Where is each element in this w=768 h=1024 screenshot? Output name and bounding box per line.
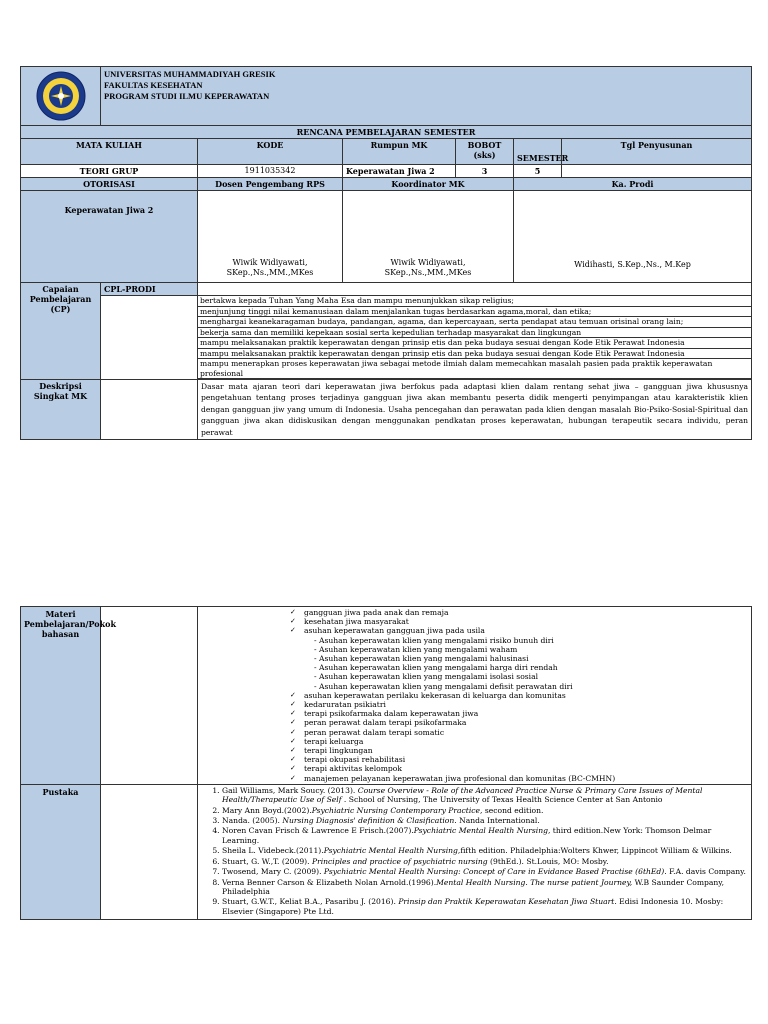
materi-content	[198, 607, 752, 785]
course-kode: 1911035342	[198, 165, 343, 178]
deskripsi-text: Dasar mata ajaran teori dari keperawatan jiwa berfokus pada adaptasi klien dalam rentang sehat jiwa – gangguan jiwa khususnya pengetahuan tentang proses terjadinya gangguan jiwa akan membantu peserta didik mengerti penyimpangan atau karakteristik klien dengan gangguan jiw yang umum di Indonesia. Usaha pencegahan dan perawatan pada klien dengan masalah Bio-Psiko-Sosial-Spiritual dan gangguan jiwa akan didiskusikan dengan menggunakan pendkatan proses keperawatan, hubungan terapeutik secara individu, peran perawat	[198, 380, 752, 440]
materi-sub-item: - Asuhan keperawatan klien yang mengalami harga diri rendah	[314, 663, 558, 673]
reference-item	[222, 867, 747, 876]
otorisasi-label: OTORISASI	[21, 178, 198, 191]
materi-item-text: asuhan keperawatan gangguan jiwa pada usila	[304, 626, 485, 636]
check-icon: ✓	[290, 700, 296, 709]
materi-list-a	[198, 608, 751, 636]
reference-item	[222, 897, 747, 916]
reference-authors: Gail Williams, Mark Soucy. (2013).	[222, 785, 358, 795]
materi-item-text: terapi lingkungan	[304, 746, 373, 756]
materi-item	[290, 709, 751, 719]
reference-authors: Noren Cavan Frisch & Lawrence E Frisch.(2007).	[222, 826, 414, 836]
university-logo	[30, 70, 92, 122]
materi-item	[290, 617, 751, 627]
reference-item	[222, 826, 747, 845]
materi-sub-list	[198, 636, 751, 691]
col-rumpun: Rumpun MK	[343, 139, 456, 165]
koordinator-signature	[343, 191, 514, 283]
materi-item	[290, 690, 751, 700]
course-semester: 5	[514, 165, 562, 178]
reference-title: Psychiatric Mental Health Nursing	[413, 826, 548, 836]
cpl-item: mampu menerapkan proses keperawatan jiwa sebagai metode ilmiah dalam memecahkan masalah pasien pada praktik keperawatan profesional	[198, 359, 752, 379]
materi-label: Materi Pembelajaran/Pokok bahasan	[21, 607, 101, 785]
materi-item-text: peran perawat dalam terapi somatic	[304, 727, 445, 737]
materi-item-text: gangguan jiwa pada anak dan remaja	[304, 608, 449, 617]
cpl-item: menjunjung tinggi nilai kemanusiaan dalam menjalankan tugas berdasarkan agama,moral, dan etika;	[198, 306, 752, 317]
materi-item	[290, 736, 751, 746]
col-bobot: BOBOT (sks)	[456, 139, 514, 165]
reference-title: Course Overview - Role of the Advanced Practice Nurse & Primary Care Issues of Mental Health/Therapeutic Use of Self	[222, 785, 703, 805]
materi-item-text: terapi keluarga	[304, 736, 364, 746]
reference-title: Principles and practice of psychiatric nursing	[311, 856, 488, 866]
cpl-prodi-label: CPL-PRODI	[101, 283, 198, 296]
check-icon: ✓	[290, 727, 296, 736]
program-name: PROGRAM STUDI ILMU KEPERAWATAN	[104, 91, 270, 101]
logo-cell	[21, 67, 101, 126]
materi-item	[290, 764, 751, 774]
cpl-code-cell	[101, 296, 198, 380]
reference-authors: Twosend, Mary C. (2009).	[222, 867, 324, 877]
check-icon: ✓	[290, 755, 296, 764]
reference-item	[222, 806, 747, 815]
rps-title: RENCANA PEMBELAJARAN SEMESTER	[21, 126, 752, 139]
reference-authors: Verna Benner Carson & Elizabeth Nolan Arnold.(1996).	[222, 877, 437, 887]
materi-sub-item: - Asuhan keperawatan klien yang mengalami defisit perawatan diri	[314, 681, 573, 691]
dosen-label: Dosen Pengembang RPS	[198, 178, 343, 191]
reference-item	[222, 878, 747, 897]
koord-title: SKep.,Ns.,MM.,MKes	[384, 268, 472, 277]
materi-item	[290, 773, 751, 783]
dosen-signature	[198, 191, 343, 283]
course-name: TEORI GRUP	[21, 165, 198, 178]
materi-item-text: peran perawat dalam terapi psikofarmaka	[304, 718, 467, 728]
cpl-item: bertakwa kepada Tuhan Yang Maha Esa dan mampu menunjukkan sikap religius;	[198, 296, 752, 307]
reference-publisher: . School of Nursing, The University of Texas Health Science Center at San Antonio	[341, 795, 663, 805]
course-rumpun: Keperawatan Jiwa 2	[343, 165, 456, 178]
deskripsi-label: Deskripsi Singkat MK	[21, 380, 101, 440]
koordinator-label: Koordinator MK	[343, 178, 514, 191]
col-kode: KODE	[198, 139, 343, 165]
check-icon: ✓	[290, 617, 296, 626]
materi-sub-item: - Asuhan keperawatan klien yang mengalami isolasi sosial	[314, 672, 539, 682]
check-icon: ✓	[290, 608, 296, 616]
check-icon: ✓	[290, 773, 296, 782]
col-mata-kuliah: MATA KULIAH	[21, 139, 198, 165]
materi-item	[290, 746, 751, 756]
kaprodi-signature	[514, 191, 752, 283]
cpl-item: menghargai keanekaragaman budaya, pandangan, agama, dan kepercayaan, serta pendapat atau temuan orisinal orang lain;	[198, 317, 752, 328]
reference-publisher: F.A. davis Company.	[666, 867, 746, 877]
materi-item	[290, 700, 751, 710]
rps-header-table	[20, 66, 752, 440]
reference-publisher: ,fifth edition. Philadelphia:Wolters Khwer, Lippincot William & Wilkins.	[457, 846, 732, 856]
reference-title: Mental Health Nursing. The nurse patient Journey,	[436, 877, 633, 887]
check-icon: ✓	[290, 746, 296, 755]
materi-item-text: terapi okupasi rehabilitasi	[304, 755, 406, 765]
materi-item-text: terapi aktivitas kelompok	[304, 764, 402, 774]
reference-publisher: W.B Saunder Company, Philadelphia	[222, 877, 724, 896]
materi-item	[290, 727, 751, 737]
materi-item	[290, 755, 751, 765]
faculty-name: FAKULTAS KESEHATAN	[104, 80, 203, 90]
cp-label-text: Capaian Pembelajaran (CP)	[29, 284, 92, 314]
reference-publisher: , third edition.New York: Thomson Delmar Learning.	[222, 826, 712, 845]
reference-authors: Mary Ann Boyd.(2002).	[222, 805, 312, 815]
materi-item-text: asuhan keperawatan perilaku kekerasan di keluarga dan komunitas	[304, 690, 566, 700]
reference-authors: Sheila L. Videbeck.(2011).	[222, 846, 324, 856]
kaprodi-label: Ka. Prodi	[514, 178, 752, 191]
reference-authors: Nanda. (2005).	[222, 816, 283, 826]
check-icon: ✓	[290, 626, 296, 635]
otorisasi-course: Keperawatan Jiwa 2	[21, 191, 198, 283]
check-icon: ✓	[290, 764, 296, 773]
materi-item-text: kesehatan jiwa masyarakat	[304, 617, 409, 627]
materi-item	[290, 608, 751, 617]
kaprodi-name: Widihasti, S.Kep.,Ns., M.Kep	[574, 260, 691, 269]
reference-item	[222, 816, 747, 825]
materi-item	[290, 718, 751, 728]
pustaka-content	[198, 784, 752, 919]
rps-materi-table	[20, 606, 752, 920]
materi-sub-item: - Asuhan keperawatan klien yang mengalami halusinasi	[314, 654, 529, 664]
reference-list	[198, 786, 747, 916]
koord-name: Wiwik Widiyawati,	[390, 258, 466, 267]
reference-publisher: Edisi Indonesia 10. Mosby: Elsevier (Singapore) Pte Ltd.	[222, 897, 724, 916]
reference-item	[222, 846, 747, 855]
cpl-item: mampu melaksanakan praktik keperawatan dengan prinsip etis dan peka budaya sesuai dengan Kode Etik Perawat Indonesia	[198, 338, 752, 349]
materi-sub-item: - Asuhan keperawatan klien yang mengalami waham	[314, 644, 518, 654]
pustaka-label: Pustaka	[21, 784, 101, 919]
materi-sub-item: - Asuhan keperawatan klien yang mengalami risiko bunuh diri	[314, 635, 554, 645]
materi-list-b	[198, 691, 751, 783]
reference-title: Psychiatric Mental Health Nursing: Concept of Care in Evidance Based Practise (6thEd).	[323, 867, 667, 877]
col-tgl: Tgl Penyusunan	[562, 139, 752, 165]
reference-title: Nursing Diagnosis' definition & Clasification.	[282, 816, 457, 826]
check-icon: ✓	[290, 718, 296, 727]
reference-item	[222, 786, 747, 805]
reference-authors: Stuart, G. W.,T. (2009).	[222, 856, 312, 866]
pustaka-blank	[101, 784, 198, 919]
materi-item-text: manajemen pelayanan keperawatan jiwa profesional dan komunitas (BC-CMHN)	[304, 773, 616, 783]
reference-publisher: (9thEd.). St.Louis, MO: Mosby.	[487, 856, 609, 866]
dosen-name: Wiwik Widiyawati,	[232, 258, 308, 267]
university-name: UNIVERSITAS MUHAMMADIYAH GRESIK	[104, 69, 276, 79]
check-icon: ✓	[290, 736, 296, 745]
check-icon: ✓	[290, 690, 296, 699]
dosen-title: SKep.,Ns.,MM.,MKes	[226, 268, 314, 277]
materi-item-text: terapi psikofarmaka dalam keperawatan jiwa	[304, 709, 479, 719]
institution-block	[101, 67, 752, 126]
cpl-header-blank	[198, 283, 752, 296]
reference-publisher: Nanda International.	[456, 816, 540, 826]
reference-title: Prinsip dan Praktik Keperawatan Kesehatan Jiwa Stuart.	[398, 897, 617, 907]
col-semester: SEMESTER	[514, 139, 562, 165]
reference-publisher: , second edition.	[480, 805, 544, 815]
course-tgl	[562, 165, 752, 178]
cp-label	[21, 283, 101, 380]
cpl-item: bekerja sama dan memiliki kepekaan sosial serta kepedulian terhadap masyarakat dan lingkungan	[198, 327, 752, 338]
materi-item-text: kedaruratan psikiatri	[304, 700, 386, 710]
reference-authors: Stuart, G.W.T., Keliat B.A., Pasaribu J. (2016).	[222, 897, 399, 907]
reference-item	[222, 857, 747, 866]
course-bobot: 3	[456, 165, 514, 178]
check-icon: ✓	[290, 709, 296, 718]
reference-title: Psychiatric Mental Health Nursing	[323, 846, 458, 856]
materi-blank	[101, 607, 198, 785]
reference-title: Psychiatric Nursing Contemporary Practice	[311, 805, 481, 815]
cpl-item: mampu melaksanakan praktik keperawatan dengan prinsip etis dan peka budaya sesuai dengan Kode Etik Perawat Indonesia	[198, 348, 752, 359]
deskripsi-blank	[101, 380, 198, 440]
materi-item	[290, 626, 751, 636]
